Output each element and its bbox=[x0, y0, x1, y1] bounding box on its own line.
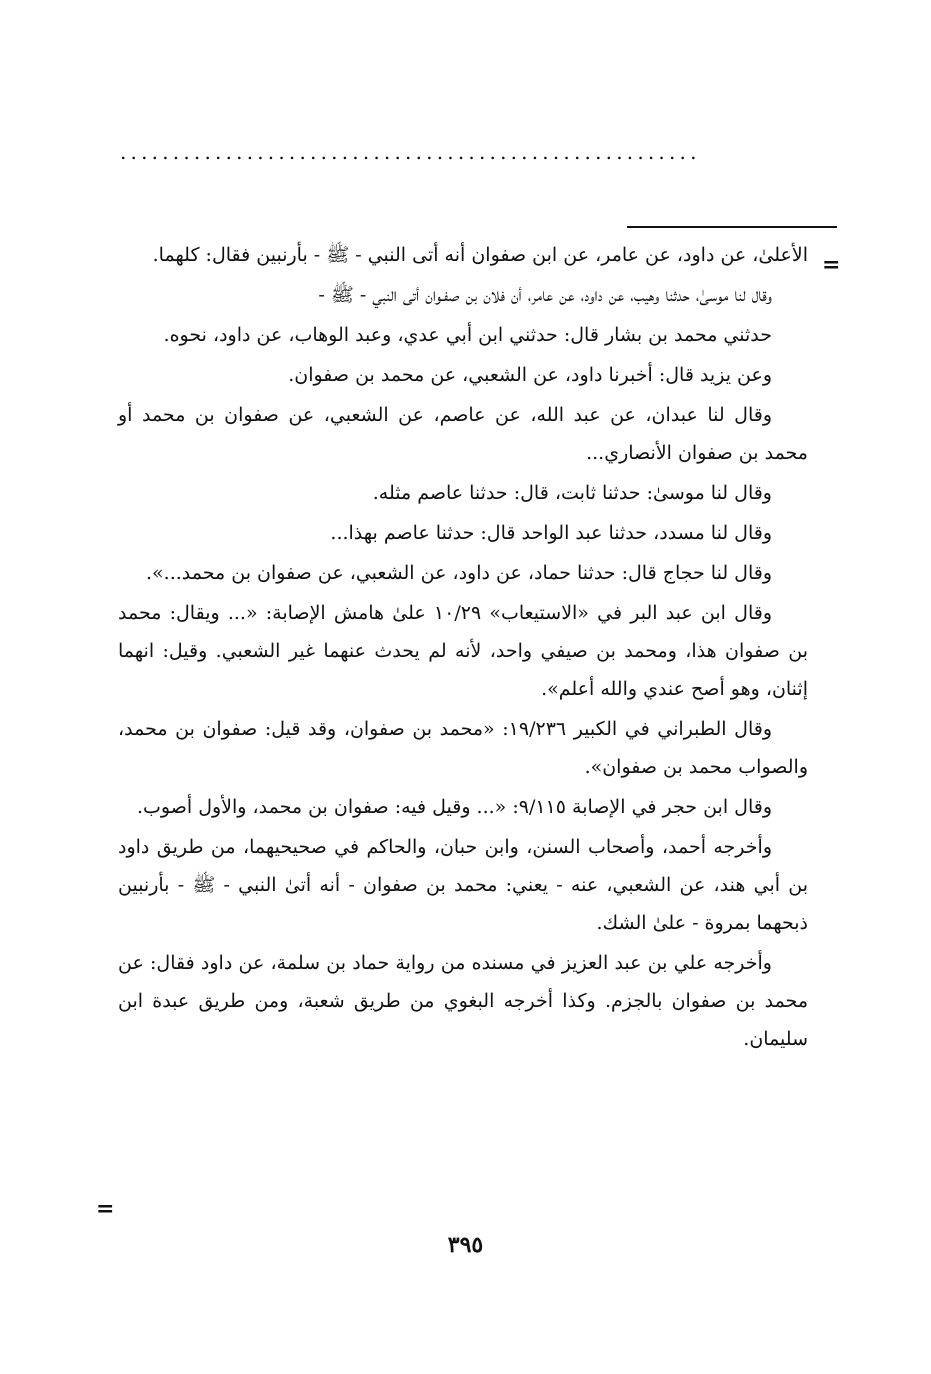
paragraph: وأخرجه أحمد، وأصحاب السنن، وابن حبان، والحاكم في صحيحيهما، من طريق داود بن أبي هند، عن الشعبي، عنه - يعني: محمد بن صفوان - أنه أتىٰ النبي - ﷺ - بأرنبين ذبحهما بمروة - علىٰ الشك. bbox=[118, 836, 808, 934]
continuation-marker-bottom: = bbox=[96, 1196, 115, 1222]
paragraph: وعن يزيد قال: أخبرنا داود، عن الشعبي، عن محمد بن صفوان. bbox=[288, 364, 772, 386]
dotted-separator: ....................................................... bbox=[120, 142, 701, 162]
paragraph: وقال لنا موسىٰ: حدثنا ثابت، قال: حدثنا عاصم مثله. bbox=[372, 482, 772, 504]
paragraph: وقال لنا مسدد، حدثنا عبد الواحد قال: حدثنا عاصم بهذا... bbox=[330, 522, 772, 544]
footnote-rule bbox=[627, 226, 837, 228]
paragraph: وقال لنا عبدان، عن عبد الله، عن عاصم، عن الشعبي، عن صفوان بن محمد أو محمد بن صفوان الأنصاري... bbox=[118, 404, 808, 464]
paragraph: وقال لنا موسىٰ، حدثنا وهيب، عن داود، عن عامر، أن فلان بن صفـوان أتى النبي - ﷺ - bbox=[318, 284, 772, 306]
paragraph: وقال ابن عبد البر في «الاستيعاب» ١٠/٢٩ علىٰ هامش الإصابة: «... ويقال: محمد بن صفوان هذا، ومحمد بن صيفي واحد، لأنه لم يحدث عنهما غير الشعبي. وقيل: انهما إثنان، وهو أصح عندي والله أعلم». bbox=[118, 602, 808, 700]
paragraph: وأخرجه علي بن عبد العزيز في مسنده من رواية حماد بن سلمة، عن داود فقال: عن محمد بن صفوان بالجزم. وكذا أخرجه البغوي من طريق شعبة، ومن طريق عبدة ابن سليمان. bbox=[118, 952, 808, 1050]
continuation-marker-top: = bbox=[822, 252, 841, 278]
paragraph: حدثني محمد بن بشار قال: حدثني ابن أبي عدي، وعبد الوهاب، عن داود، نحوه. bbox=[163, 324, 772, 346]
paragraph: وقال الطبراني في الكبير ١٩/٢٣٦: «محمد بن صفوان، وقد قيل: صفوان بن محمد، والصواب محمد بن صفوان». bbox=[118, 718, 808, 778]
paragraph: وقال ابن حجر في الإصابة ٩/١١٥: «... وقيل فيه: صفوان بن محمد، والأول أصوب. bbox=[137, 796, 772, 818]
footnote-text bbox=[118, 236, 808, 1060]
paragraph: الأعلىٰ، عن داود، عن عامر، عن ابن صفوان أنه أتى النبي - ﷺ - بأرنبين فقال: كلهما. bbox=[152, 244, 808, 266]
page-number: ٣٩٥ bbox=[447, 1232, 484, 1258]
paragraph: وقال لنا حجاج قال: حدثنا حماد، عن داود، عن الشعبي، عن صفوان بن محمد...». bbox=[146, 562, 772, 584]
